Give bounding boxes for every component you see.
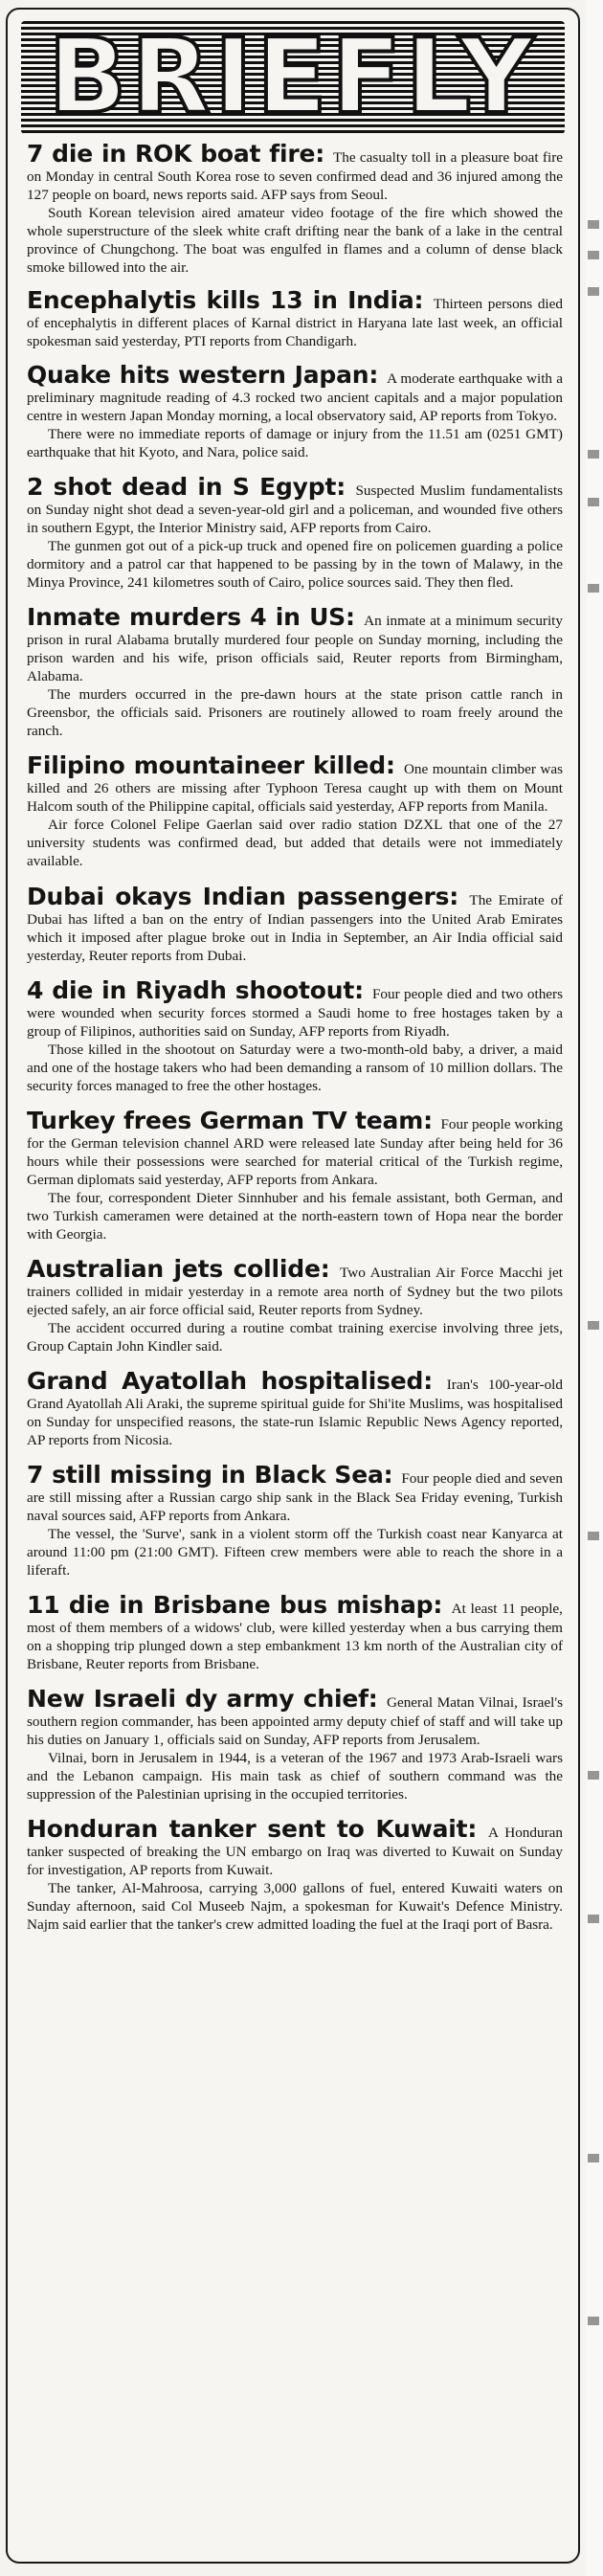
news-brief [27,883,563,965]
headline: New Israeli dy army chief: [27,1685,378,1713]
adjacent-page-edge [586,0,603,2576]
news-brief [27,361,563,461]
headline: Dubai okays Indian passengers: [27,883,459,910]
story-text: The casualty toll in a pleasure boat fire on Monday in central South Korea rose to seven confirmed dead and 36 injured among the 127 people on board, news reports said. AFP says from Seoul. [27,149,563,203]
story-text: An inmate at a minimum security prison in rural Alabama brutally murdered four people on Sunday morning, including the prison warden and his wife, prison officials said, Reuter reports from Birmingham, Alabama. [27,613,563,684]
story-text: General Matan Vilnai, Israel's southern region commander, has been appointed army deputy chief of staff and will take up his duties on January 1, officials said on Sunday, AFP reports from Jerusalem. [27,1694,563,1748]
news-brief [27,1685,563,1803]
headline: Filipino mountaineer killed: [27,751,395,779]
briefly-column [6,8,580,2564]
story-paragraph: The tanker, Al-Mahroosa, carrying 3,000 gallons of fuel, entered Kuwaiti waters on Sunday afternoon, said Col Museeb Najm, a spokesman for Kuwait's Defence Ministry. Najm said earlier that the tanker's crew admitted loading the fuel at the Iraqi port of Basra. [27,1880,563,1933]
headline: Australian jets collide: [27,1255,330,1283]
headline: Inmate murders 4 in US: [27,603,355,631]
story-text: At least 11 people, most of them members of a widows' club, were killed yesterday when a bus carrying them on a shopping trip plunged down a step embankment 13 km north of the Australian city of Brisbane, Reuter reports from Brisbane. [27,1601,563,1672]
story-text: Thirteen persons died of encephalytis in different places of Karnal district in Haryana late last week, an official spokesman said yesterday, PTI reports from Chandigarh. [27,296,563,349]
headline: Grand Ayatollah hospitalised: [27,1367,434,1395]
story-text: Iran's 100-year-old Grand Ayatollah Ali Araki, the supreme spiritual guide for Shi'ite Muslims, was hospitalised on Sunday for unspecified reasons, the state-run Islamic Republic News Agency reported, AP reports from Nicosia. [27,1377,563,1448]
news-brief [27,1815,563,1934]
headline: 7 still missing in Black Sea: [27,1461,393,1489]
story-paragraph: The gunmen got out of a pick-up truck and opened fire on policemen guarding a police dormitory and a patrol car that happened to be passing by in the town of Malawy, in the Minya Province, 241 kilometres south of Cairo, police sources said. They then fled. [27,538,563,591]
story-text: Four people died and seven are still missing after a Russian cargo ship sank in the Black Sea Friday evening, Turkish naval sources said, AFP reports from Ankara. [27,1470,563,1524]
news-brief [27,1591,563,1673]
story-paragraph: Air force Colonel Felipe Gaerlan said over radio station DZXL that one of the 27 university students was confirmed dead, but added that details were not immediately available. [27,817,563,869]
news-brief [27,140,563,277]
story-paragraph: The murders occurred in the pre-dawn hours at the state prison cattle ranch in Greensbor, the officials said. Prisoners are routinely allowed to roam freely around the ranch. [27,686,563,739]
story-paragraph: Those killed in the shootout on Saturday were a two-month-old baby, a driver, a maid and one of the hostage takers who had been demanding a ransom of 10 million dollars. The security forces managed to free the other hostages. [27,1042,563,1094]
story-paragraph: Vilnai, born in Jerusalem in 1944, is a veteran of the 1967 and 1973 Arab-Israeli wars and the Lebanon campaign. His main task as chief of southern command was the suppression of the Palestinian uprising in the occupied territories. [27,1750,563,1803]
story-text: Suspected Muslim fundamentalists on Sunday night shot dead a seven-year-old girl and a policeman, and wounded five others in southern Egypt, the Interior Ministry said, AFP reports from Cairo. [27,482,563,536]
headline: 11 die in Brisbane bus mishap: [27,1591,443,1619]
headline: Encephalytis kills 13 in India: [27,286,424,314]
news-brief [27,751,563,870]
story-text: Two Australian Air Force Macchi jet trainers collided in midair yesterday in a remote area north of Sydney but the two pilots ejected safely, an air force official said, Reuter reports from Sydney. [27,1265,563,1318]
story-text: The Emirate of Dubai has lifted a ban on the entry of Indian passengers into the United Arab Emirates which it imposed after plague broke out in India in September, an Air India official said yesterday, Reuter reports from Dubai. [27,892,563,964]
story-text: A moderate earthquake with a preliminary magnitude reading of 4.3 rocked two ancient capitals and a major population centre in western Japan Monday morning, a local observatory said, AP reports from Tokyo. [27,370,563,424]
headline: 4 die in Riyadh shootout: [27,976,364,1004]
story-text: Four people working for the German television channel ARD were released late Sunday after being held for 36 hours while their possessions were searched for material critical of the Turkish regime, German diplomats said yesterday, AFP reports from Ankara. [27,1116,563,1188]
headline: Turkey frees German TV team: [27,1107,433,1134]
headline: 2 shot dead in S Egypt: [27,473,346,501]
headline: Quake hits western Japan: [27,361,379,389]
story-text: One mountain climber was killed and 26 others are missing after Typhoon Teresa caught up with them on Mount Halcom south of the Philippine capital, officials said yesterday, AFP reports from Manila. [27,761,563,815]
news-brief [27,473,563,592]
story-paragraph: South Korean television aired amateur video footage of the fire which showed the whole superstructure of the sleek white craft drifting near the bank of a lake in the central province of Chungchong. The boat was engulfed in flames and a column of dense black smoke billowed into the air. [27,205,563,276]
news-brief [27,1367,563,1449]
story-paragraph: The vessel, the 'Surve', sank in a violent storm off the Turkish coast near Kanyarca at around 11:00 pm (21:00 GMT). Fifteen crew members were able to reach the shore in a liferaft. [27,1526,563,1579]
news-brief [27,603,563,740]
news-brief [27,1461,563,1579]
story-paragraph: There were no immediate reports of damage or injury from the 11.51 am (0251 GMT) earthquake that hit Kyoto, and Nara, police said. [27,426,563,460]
news-brief [27,1255,563,1355]
headline: 7 die in ROK boat fire: [27,140,325,168]
story-paragraph: The four, correspondent Dieter Sinnhuber and his female assistant, both German, and two Turkish cameramen were detained at the north-eastern town of Hopa near the border with Georgia. [27,1190,563,1243]
masthead-title: BRIEFLY [48,17,538,137]
news-brief [27,286,563,350]
story-paragraph: The accident occurred during a routine combat training exercise involving three jets, Group Captain John Kindler said. [27,1320,563,1355]
news-brief [27,1107,563,1243]
story-text: A Honduran tanker suspected of breaking the UN embargo on Iraq was diverted to Kuwait on Sunday for investigation, AP reports from Kuwait. [27,1825,563,1878]
masthead [21,17,565,137]
story-text: Four people died and two others were wounded when security forces stormed a Saudi home to free hostages taken by a group of Filipinos, authorities said on Sunday, AFP reports from Riyadh. [27,986,563,1040]
headline: Honduran tanker sent to Kuwait: [27,1815,478,1843]
news-brief [27,976,563,1095]
